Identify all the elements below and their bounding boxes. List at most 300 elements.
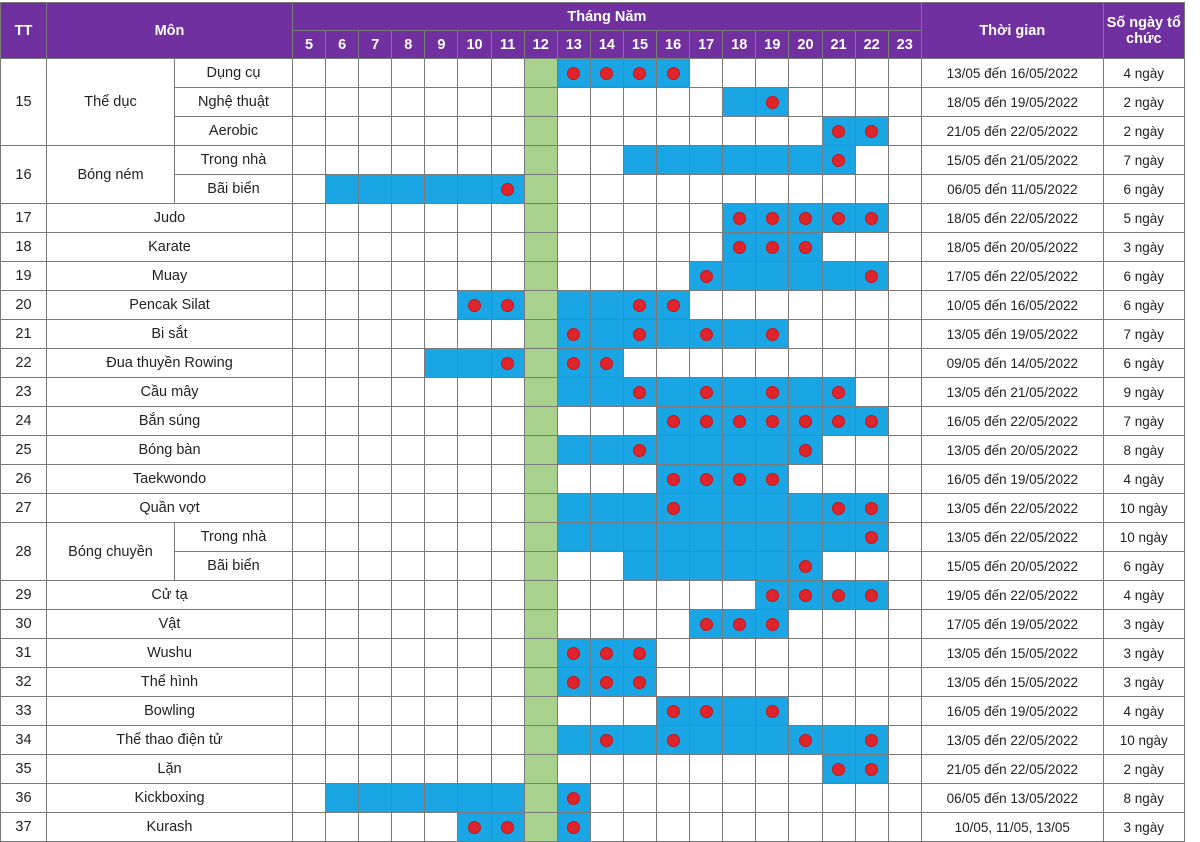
final-day-dot <box>733 618 746 631</box>
day-cell <box>822 349 855 378</box>
date-range: 13/05 đến 15/05/2022 <box>921 639 1103 668</box>
day-cell <box>789 639 822 668</box>
day-cell <box>855 465 888 494</box>
day-cell <box>723 291 756 320</box>
day-header: 20 <box>789 31 822 59</box>
table-row <box>1 88 1185 117</box>
day-cell <box>524 552 557 581</box>
day-count: 10 ngày <box>1103 523 1184 552</box>
day-cell <box>888 175 921 204</box>
day-cell <box>293 88 326 117</box>
sport-name: Karate <box>47 233 293 262</box>
day-cell <box>524 523 557 552</box>
sport-name: Wushu <box>47 639 293 668</box>
day-cell <box>657 610 690 639</box>
day-cell <box>623 349 656 378</box>
final-day-dot <box>501 357 514 370</box>
row-number: 15 <box>1 59 47 146</box>
day-count: 3 ngày <box>1103 813 1184 842</box>
day-cell <box>326 204 359 233</box>
day-cell <box>590 88 623 117</box>
table-row <box>1 581 1185 610</box>
day-header: 12 <box>524 31 557 59</box>
day-cell <box>855 494 888 523</box>
day-cell <box>789 668 822 697</box>
row-number: 34 <box>1 726 47 755</box>
day-header: 21 <box>822 31 855 59</box>
sub-event-name: Trong nhà <box>175 523 293 552</box>
day-cell <box>524 117 557 146</box>
day-cell <box>392 175 425 204</box>
row-number: 36 <box>1 784 47 813</box>
day-cell <box>690 204 723 233</box>
final-day-dot <box>667 705 680 718</box>
day-cell <box>458 726 491 755</box>
final-day-dot <box>799 415 812 428</box>
day-cell <box>326 755 359 784</box>
day-cell <box>789 813 822 842</box>
row-number: 19 <box>1 262 47 291</box>
day-cell <box>326 726 359 755</box>
day-cell <box>590 146 623 175</box>
day-cell <box>855 726 888 755</box>
day-count: 5 ngày <box>1103 204 1184 233</box>
day-count: 3 ngày <box>1103 639 1184 668</box>
day-cell <box>822 494 855 523</box>
day-cell <box>359 117 392 146</box>
day-cell <box>822 610 855 639</box>
day-cell <box>524 146 557 175</box>
final-day-dot <box>733 241 746 254</box>
day-cell <box>723 726 756 755</box>
day-cell <box>590 204 623 233</box>
day-cell <box>293 610 326 639</box>
day-cell <box>359 146 392 175</box>
day-cell <box>524 88 557 117</box>
final-day-dot <box>832 212 845 225</box>
header-tt: TT <box>1 3 47 59</box>
day-cell <box>789 117 822 146</box>
sport-name: Bóng ném <box>47 146 175 204</box>
day-cell <box>789 726 822 755</box>
day-cell <box>524 378 557 407</box>
final-day-dot <box>733 473 746 486</box>
day-cell <box>623 320 656 349</box>
day-cell <box>458 552 491 581</box>
day-cell <box>458 436 491 465</box>
day-cell <box>359 552 392 581</box>
day-cell <box>524 320 557 349</box>
day-header: 17 <box>690 31 723 59</box>
day-cell <box>425 175 458 204</box>
day-cell <box>756 784 789 813</box>
day-cell <box>822 320 855 349</box>
date-range: 10/05 đến 16/05/2022 <box>921 291 1103 320</box>
day-cell <box>723 262 756 291</box>
day-cell <box>425 320 458 349</box>
day-cell <box>822 668 855 697</box>
day-cell <box>293 175 326 204</box>
table-row <box>1 117 1185 146</box>
sport-name: Lặn <box>47 755 293 784</box>
day-cell <box>690 755 723 784</box>
day-cell <box>557 233 590 262</box>
date-range: 13/05 đến 22/05/2022 <box>921 494 1103 523</box>
day-cell <box>326 378 359 407</box>
day-cell <box>723 813 756 842</box>
day-cell <box>359 610 392 639</box>
header-month: Tháng Năm <box>293 3 922 31</box>
day-cell <box>723 233 756 262</box>
day-cell <box>756 175 789 204</box>
sport-name: Bowling <box>47 697 293 726</box>
final-day-dot <box>832 415 845 428</box>
day-cell <box>690 233 723 262</box>
day-cell <box>590 349 623 378</box>
day-cell <box>723 610 756 639</box>
day-cell <box>557 59 590 88</box>
row-number: 35 <box>1 755 47 784</box>
day-cell <box>888 349 921 378</box>
day-count: 4 ngày <box>1103 59 1184 88</box>
day-cell <box>888 407 921 436</box>
day-cell <box>888 813 921 842</box>
day-cell <box>326 233 359 262</box>
day-cell <box>524 784 557 813</box>
day-count: 6 ngày <box>1103 552 1184 581</box>
day-cell <box>822 175 855 204</box>
day-cell <box>723 523 756 552</box>
day-cell <box>756 813 789 842</box>
day-cell <box>690 581 723 610</box>
day-cell <box>723 494 756 523</box>
day-cell <box>326 146 359 175</box>
day-cell <box>458 407 491 436</box>
day-cell <box>657 813 690 842</box>
day-cell <box>557 146 590 175</box>
day-cell <box>326 88 359 117</box>
day-cell <box>524 639 557 668</box>
day-cell <box>392 610 425 639</box>
table-row <box>1 378 1185 407</box>
day-cell <box>557 88 590 117</box>
day-cell <box>756 465 789 494</box>
day-cell <box>392 146 425 175</box>
day-count: 8 ngày <box>1103 784 1184 813</box>
final-day-dot <box>567 647 580 660</box>
sub-event-name: Trong nhà <box>175 146 293 175</box>
day-cell <box>657 204 690 233</box>
day-count: 10 ngày <box>1103 494 1184 523</box>
day-cell <box>888 639 921 668</box>
day-cell <box>458 146 491 175</box>
sport-name: Bắn súng <box>47 407 293 436</box>
final-day-dot <box>633 647 646 660</box>
final-day-dot <box>766 212 779 225</box>
day-cell <box>392 233 425 262</box>
day-cell <box>590 552 623 581</box>
day-header: 22 <box>855 31 888 59</box>
final-day-dot <box>700 618 713 631</box>
day-cell <box>822 146 855 175</box>
day-cell <box>557 668 590 697</box>
day-cell <box>359 465 392 494</box>
day-cell <box>491 523 524 552</box>
day-cell <box>756 697 789 726</box>
sport-name: Bóng chuyền <box>47 523 175 581</box>
day-cell <box>888 494 921 523</box>
day-cell <box>359 59 392 88</box>
day-cell <box>822 59 855 88</box>
day-cell <box>392 755 425 784</box>
sport-name: Bi sắt <box>47 320 293 349</box>
final-day-dot <box>633 67 646 80</box>
day-cell <box>888 581 921 610</box>
sport-name: Muay <box>47 262 293 291</box>
day-cell <box>690 262 723 291</box>
day-cell <box>888 117 921 146</box>
day-cell <box>392 726 425 755</box>
day-cell <box>657 552 690 581</box>
day-cell <box>590 175 623 204</box>
day-cell <box>425 349 458 378</box>
day-cell <box>756 494 789 523</box>
day-cell <box>789 175 822 204</box>
day-count: 4 ngày <box>1103 581 1184 610</box>
final-day-dot <box>865 502 878 515</box>
day-cell <box>789 784 822 813</box>
final-day-dot <box>832 502 845 515</box>
day-cell <box>293 262 326 291</box>
day-cell <box>326 175 359 204</box>
day-header: 13 <box>557 31 590 59</box>
day-cell <box>293 581 326 610</box>
date-range: 06/05 đến 13/05/2022 <box>921 784 1103 813</box>
day-cell <box>458 291 491 320</box>
day-cell <box>425 552 458 581</box>
day-header: 5 <box>293 31 326 59</box>
date-range: 16/05 đến 22/05/2022 <box>921 407 1103 436</box>
day-cell <box>293 436 326 465</box>
date-range: 09/05 đến 14/05/2022 <box>921 349 1103 378</box>
day-cell <box>590 59 623 88</box>
day-cell <box>557 349 590 378</box>
table-row <box>1 755 1185 784</box>
day-cell <box>690 59 723 88</box>
day-cell <box>723 349 756 378</box>
day-count: 7 ngày <box>1103 146 1184 175</box>
final-day-dot <box>633 299 646 312</box>
day-cell <box>657 407 690 436</box>
sport-name: Kickboxing <box>47 784 293 813</box>
row-number: 37 <box>1 813 47 842</box>
day-cell <box>822 117 855 146</box>
day-cell <box>359 320 392 349</box>
day-cell <box>789 204 822 233</box>
day-cell <box>326 697 359 726</box>
day-cell <box>293 668 326 697</box>
day-cell <box>657 262 690 291</box>
day-cell <box>657 784 690 813</box>
day-cell <box>756 726 789 755</box>
final-day-dot <box>766 618 779 631</box>
day-cell <box>425 610 458 639</box>
final-day-dot <box>766 96 779 109</box>
day-cell <box>293 639 326 668</box>
day-cell <box>425 465 458 494</box>
day-cell <box>657 349 690 378</box>
day-cell <box>425 813 458 842</box>
day-cell <box>557 262 590 291</box>
final-day-dot <box>799 444 812 457</box>
final-day-dot <box>865 212 878 225</box>
day-cell <box>392 494 425 523</box>
day-cell <box>855 175 888 204</box>
day-cell <box>723 784 756 813</box>
day-cell <box>359 639 392 668</box>
day-count: 6 ngày <box>1103 349 1184 378</box>
day-cell <box>657 668 690 697</box>
day-cell <box>590 668 623 697</box>
day-cell <box>855 320 888 349</box>
sport-name: Thể dục <box>47 59 175 146</box>
day-cell <box>590 320 623 349</box>
day-cell <box>789 581 822 610</box>
day-cell <box>756 262 789 291</box>
day-cell <box>657 291 690 320</box>
day-cell <box>491 407 524 436</box>
day-cell <box>557 581 590 610</box>
day-count: 8 ngày <box>1103 436 1184 465</box>
table-row <box>1 407 1185 436</box>
final-day-dot <box>799 241 812 254</box>
day-cell <box>458 320 491 349</box>
final-day-dot <box>501 299 514 312</box>
day-cell <box>557 407 590 436</box>
header-time: Thời gian <box>921 3 1103 59</box>
day-cell <box>326 813 359 842</box>
sport-name: Thể thao điện tử <box>47 726 293 755</box>
day-cell <box>822 233 855 262</box>
day-cell <box>888 320 921 349</box>
day-cell <box>392 523 425 552</box>
day-cell <box>657 59 690 88</box>
day-cell <box>359 784 392 813</box>
day-cell <box>425 146 458 175</box>
sport-name: Kurash <box>47 813 293 842</box>
day-cell <box>392 320 425 349</box>
day-cell <box>458 668 491 697</box>
day-cell <box>359 233 392 262</box>
day-cell <box>690 494 723 523</box>
day-cell <box>359 697 392 726</box>
day-cell <box>855 117 888 146</box>
day-cell <box>888 436 921 465</box>
final-day-dot <box>667 473 680 486</box>
day-header: 19 <box>756 31 789 59</box>
day-cell <box>789 610 822 639</box>
day-cell <box>326 117 359 146</box>
day-count: 2 ngày <box>1103 755 1184 784</box>
day-cell <box>392 407 425 436</box>
final-day-dot <box>832 763 845 776</box>
day-cell <box>392 552 425 581</box>
day-cell <box>623 117 656 146</box>
day-cell <box>855 523 888 552</box>
final-day-dot <box>600 676 613 689</box>
table-row <box>1 668 1185 697</box>
day-cell <box>293 320 326 349</box>
day-cell <box>888 610 921 639</box>
day-cell <box>623 523 656 552</box>
row-number: 29 <box>1 581 47 610</box>
day-cell <box>491 755 524 784</box>
day-cell <box>623 813 656 842</box>
day-cell <box>756 88 789 117</box>
day-cell <box>690 349 723 378</box>
day-cell <box>557 204 590 233</box>
date-range: 16/05 đến 19/05/2022 <box>921 465 1103 494</box>
day-cell <box>590 494 623 523</box>
day-cell <box>822 755 855 784</box>
date-range: 10/05, 11/05, 13/05 <box>921 813 1103 842</box>
day-cell <box>888 523 921 552</box>
day-cell <box>690 407 723 436</box>
day-cell <box>359 407 392 436</box>
day-cell <box>293 204 326 233</box>
final-day-dot <box>865 270 878 283</box>
day-cell <box>690 523 723 552</box>
day-cell <box>458 233 491 262</box>
day-cell <box>557 320 590 349</box>
day-cell <box>888 697 921 726</box>
day-cell <box>425 581 458 610</box>
day-cell <box>458 581 491 610</box>
day-cell <box>491 175 524 204</box>
table-row <box>1 813 1185 842</box>
day-count: 9 ngày <box>1103 378 1184 407</box>
date-range: 13/05 đến 19/05/2022 <box>921 320 1103 349</box>
day-cell <box>590 813 623 842</box>
day-cell <box>557 639 590 668</box>
day-cell <box>590 407 623 436</box>
day-cell <box>458 59 491 88</box>
day-cell <box>789 436 822 465</box>
day-cell <box>690 697 723 726</box>
sport-name: Thể hình <box>47 668 293 697</box>
day-cell <box>789 146 822 175</box>
sport-name: Quần vợt <box>47 494 293 523</box>
day-cell <box>822 552 855 581</box>
final-day-dot <box>700 415 713 428</box>
day-cell <box>723 755 756 784</box>
day-cell <box>359 581 392 610</box>
day-cell <box>590 233 623 262</box>
day-cell <box>293 552 326 581</box>
date-range: 15/05 đến 20/05/2022 <box>921 552 1103 581</box>
sport-name: Judo <box>47 204 293 233</box>
day-cell <box>425 668 458 697</box>
day-cell <box>690 436 723 465</box>
day-cell <box>557 523 590 552</box>
day-cell <box>855 146 888 175</box>
day-cell <box>888 291 921 320</box>
day-header: 9 <box>425 31 458 59</box>
day-cell <box>557 552 590 581</box>
day-cell <box>590 291 623 320</box>
final-day-dot <box>766 328 779 341</box>
day-cell <box>590 523 623 552</box>
